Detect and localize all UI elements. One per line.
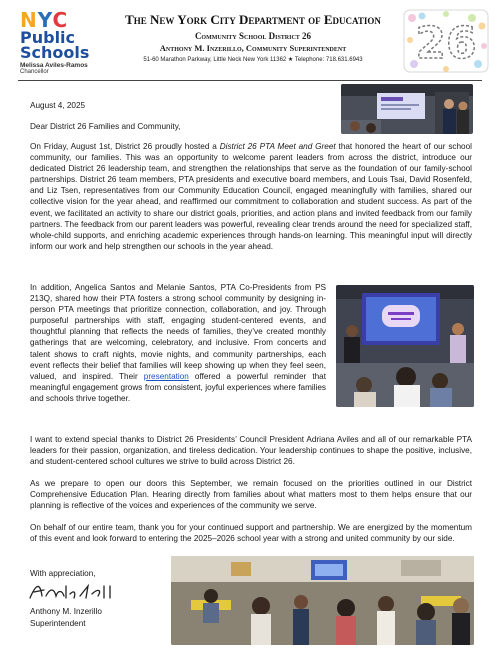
- signer-title: Superintendent: [30, 619, 86, 628]
- paragraph-pta-copresidents: In addition, Angelica Santos and Melanie Santos, PTA Co-Presidents from PS 213Q, shared how their PTA fosters a strong school community by designing in-person PTA meetings that prioritize connection, collaboration, and joy. Through purposeful partnerships with staff, engaging student-centered events, and thoughtful planning that reflects the needs of families, they’ve created monthly gatherings that are welcoming, celebratory, and inclusive. From concerts and talent shows to craft nights, movie nights, and community partnerships, each event reflects their belief that families will keep showing up when they feel seen, valued, and inspired. Their presentation offered a powerful reminder that meaningful engagement grows from consistent, joyful experiences where families and schools thrive together.: [30, 283, 326, 403]
- logo-public: Public: [20, 28, 76, 47]
- district-26-logo: [402, 6, 490, 76]
- event-name: District 26 PTA Meet and Greet: [219, 142, 336, 151]
- presentation-room-photo: [341, 84, 473, 134]
- closing-phrase: With appreciation,: [30, 569, 96, 578]
- letter-date: August 4, 2025: [30, 101, 86, 110]
- paragraph-thanks: I want to extend special thanks to District 26 Presidents’ Council President Adriana Aviles and all of our remarkable PTA leaders for their passion, organization, and tireless dedication. Your leadership continues to shape the positive, inclusive, and student-centered school cultures we strive to build across District 26.: [30, 435, 472, 467]
- district-number: 26: [415, 18, 477, 69]
- letter-salutation: Dear District 26 Families and Community,: [30, 122, 181, 131]
- signer-name: Anthony M. Inzerillo: [30, 607, 102, 616]
- audience-photo: [171, 556, 474, 645]
- chancellor-name: Melissa Aviles-Ramos: [20, 62, 88, 69]
- header-divider: [18, 80, 482, 81]
- logo-schools: Schools: [20, 43, 90, 62]
- nyc-public-schools-logo: [20, 10, 112, 75]
- superintendent-line: Anthony M. Inzerillo, Community Superintendent: [159, 43, 347, 53]
- handwritten-signature: [28, 580, 118, 604]
- pta-presenters-photo: [336, 285, 474, 407]
- letterhead: [112, 12, 394, 63]
- address-line: 51-60 Marathon Parkway, Little Neck New York 11362 ★ Telephone: 718.631.6943: [143, 57, 363, 63]
- department-title: The New York City Department of Education: [125, 12, 381, 27]
- paragraph-event-summary: On Friday, August 1st, District 26 proudly hosted a District 26 PTA Meet and Greet that honored the heart of our school community, our families. This was an opportunity to welcome parent leaders from across the district, introduce our dedicated District 26 leadership team, and strengthen the relationships that serve as the foundation of our family-school partnerships. District 26 team members, PTA presidents and executive board members, and Louis Tsai, David Rosenfeld, and Liz Tsen, representatives from our Community Education Council, engaged meaningfully with families, shared our collective vision for the year ahead, and reaffirmed our commitment to collaboration and student success. As part of the event, we facilitated an activity to share our district goals, priorities, and action plans and invited feedback from our family partners. The feedback from our parent leaders was powerful, revealing clear trends around the need for specialized staff, whole-child supports, and enriching academic experiences through hands-on learning. This meaningful input will directly inform our work and help strengthen our schools in the year ahead.: [30, 142, 472, 251]
- district-title: Community School District 26: [194, 31, 312, 41]
- paragraph-priorities: As we prepare to open our doors this September, we remain focused on the priorities outlined in our District Comprehensive Education Plan. Hearing directly from families about what matters most to them helps ensure that our planning is reflective of the voices and experiences of the community we serve.: [30, 479, 472, 511]
- paragraph-closing-thanks: On behalf of our entire team, thank you for your continued support and partnership. We are energized by the momentum of this event and look forward to entering the 2025–2026 school year with a strong and united community by our side.: [30, 523, 472, 544]
- nyc-wordmark: NYC: [20, 8, 69, 32]
- chancellor-title: Chancellor: [20, 69, 49, 75]
- presentation-link[interactable]: presentation: [143, 371, 189, 381]
